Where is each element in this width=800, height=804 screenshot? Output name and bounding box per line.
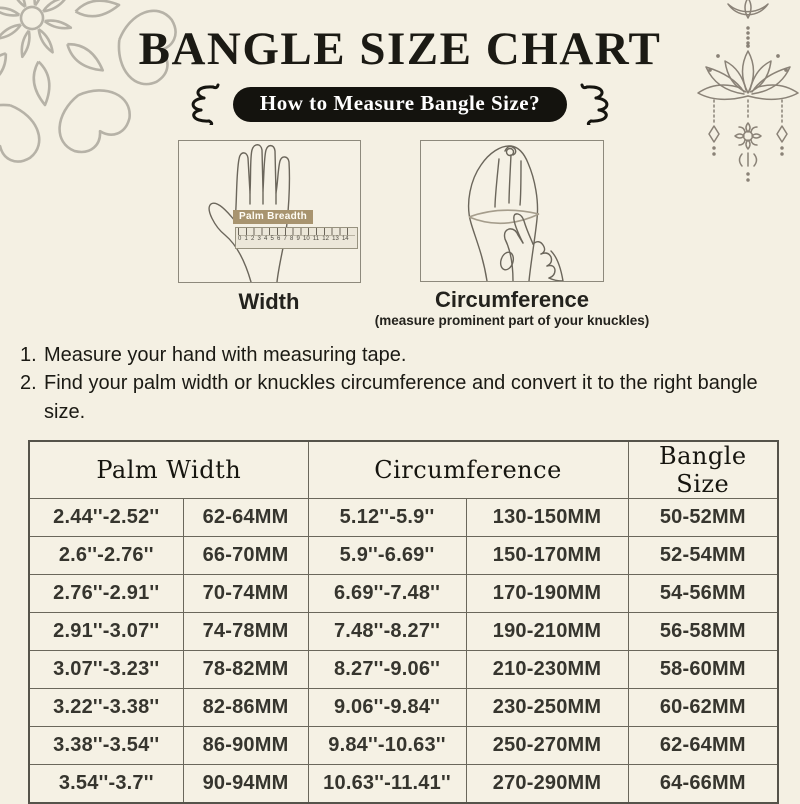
cell: 60-62MM xyxy=(628,689,778,727)
cell: 82-86MM xyxy=(183,689,308,727)
instruction-step-2 xyxy=(20,369,768,426)
ruler xyxy=(235,227,358,249)
table-row xyxy=(29,689,778,727)
cell: 190-210MM xyxy=(466,613,628,651)
cell: 3.07''-3.23'' xyxy=(29,651,183,689)
how-to-measure-banner-row xyxy=(0,84,800,124)
cell: 64-66MM xyxy=(628,765,778,804)
instruction-1-text: Measure your hand with measuring tape. xyxy=(44,344,407,366)
cell: 2.76''-2.91'' xyxy=(29,575,183,613)
instruction-step-1 xyxy=(20,341,768,369)
table-row xyxy=(29,727,778,765)
cell: 210-230MM xyxy=(466,651,628,689)
cell: 54-56MM xyxy=(628,575,778,613)
cell: 3.54''-3.7'' xyxy=(29,765,183,804)
cell: 6.69''-7.48'' xyxy=(308,575,466,613)
ruler-ticks xyxy=(238,228,355,236)
ruler-numbers: 0 1 2 3 4 5 6 7 8 9 10 11 12 13 14 xyxy=(238,236,349,242)
cell: 250-270MM xyxy=(466,727,628,765)
width-caption: Width xyxy=(238,289,300,314)
cell: 170-190MM xyxy=(466,575,628,613)
cell: 9.84''-10.63'' xyxy=(308,727,466,765)
table-row xyxy=(29,765,778,804)
cell: 230-250MM xyxy=(466,689,628,727)
cell: 2.6''-2.76'' xyxy=(29,537,183,575)
cell: 9.06''-9.84'' xyxy=(308,689,466,727)
instruction-1-number: 1. xyxy=(20,344,37,366)
flourish-right-icon xyxy=(580,83,616,125)
cell: 2.91''-3.07'' xyxy=(29,613,183,651)
cell: 86-90MM xyxy=(183,727,308,765)
header-palm-width: Palm Width xyxy=(29,441,308,499)
cell: 5.12''-5.9'' xyxy=(308,499,466,537)
how-to-measure-banner: How to Measure Bangle Size? xyxy=(233,87,567,122)
table-header-row xyxy=(29,441,778,499)
instruction-2-text: Find your palm width or knuckles circumference and convert it to the right bangle size. xyxy=(44,372,758,423)
cell: 58-60MM xyxy=(628,651,778,689)
cell: 52-54MM xyxy=(628,537,778,575)
header-circumference: Circumference xyxy=(308,441,628,499)
cell: 5.9''-6.69'' xyxy=(308,537,466,575)
cell: 70-74MM xyxy=(183,575,308,613)
circumference-illustration-box xyxy=(420,140,604,282)
bangle-size-table xyxy=(28,440,779,804)
table-row xyxy=(29,537,778,575)
cell: 10.63''-11.41'' xyxy=(308,765,466,804)
table-row xyxy=(29,575,778,613)
cell: 2.44''-2.52'' xyxy=(29,499,183,537)
cell: 62-64MM xyxy=(183,499,308,537)
cell: 130-150MM xyxy=(466,499,628,537)
cell: 78-82MM xyxy=(183,651,308,689)
header-bangle-size: Bangle Size xyxy=(628,441,778,499)
circumference-subcaption: (measure prominent part of your knuckles) xyxy=(374,313,650,328)
cell: 3.38''-3.54'' xyxy=(29,727,183,765)
circumference-caption: Circumference xyxy=(434,287,590,312)
cell: 62-64MM xyxy=(628,727,778,765)
cell: 66-70MM xyxy=(183,537,308,575)
cell: 8.27''-9.06'' xyxy=(308,651,466,689)
table-row xyxy=(29,651,778,689)
cell: 7.48''-8.27'' xyxy=(308,613,466,651)
table-row xyxy=(29,613,778,651)
palm-breadth-label: Palm Breadth xyxy=(233,210,313,224)
cell: 56-58MM xyxy=(628,613,778,651)
cell: 90-94MM xyxy=(183,765,308,804)
table-row xyxy=(29,499,778,537)
instructions-list xyxy=(20,341,768,426)
width-illustration-box xyxy=(178,140,361,283)
hand-circumference-illustration xyxy=(421,141,603,281)
cell: 74-78MM xyxy=(183,613,308,651)
cell: 150-170MM xyxy=(466,537,628,575)
instruction-2-number: 2. xyxy=(20,372,37,395)
flourish-left-icon xyxy=(184,83,220,125)
cell: 3.22''-3.38'' xyxy=(29,689,183,727)
page-title: BANGLE SIZE CHART xyxy=(138,23,662,75)
cell: 50-52MM xyxy=(628,499,778,537)
cell: 270-290MM xyxy=(466,765,628,804)
